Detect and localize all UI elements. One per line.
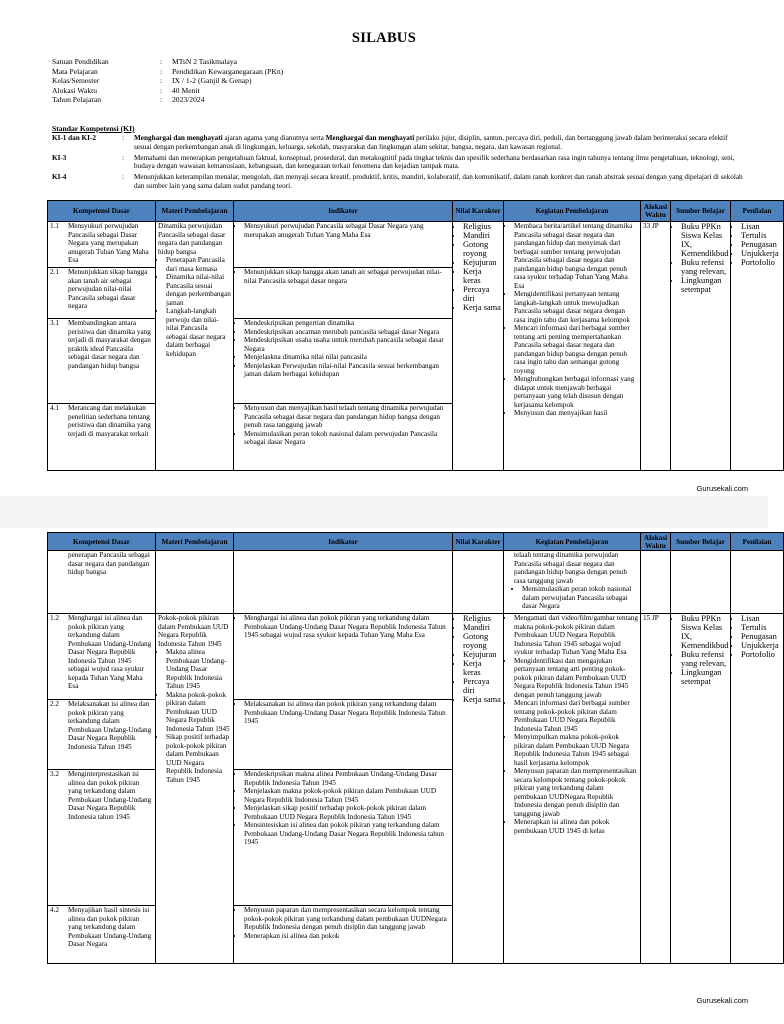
info-label: Alokasi Waktu: [52, 85, 98, 95]
table-row: [48, 222, 784, 268]
list-item: • Lisan: [741, 614, 781, 623]
list-item: • Menjelaskan makna pokok-pokok pikiran dalam Pembukaan UUD Negara Republik Indonesia Tahun 1945: [244, 787, 450, 804]
list-item: • Gotong royong: [463, 632, 501, 650]
materi-intro: Pokok-pokok pikiran dalam Pembukaan UUD Negara Republik Indonesia Tahun 1945: [158, 614, 229, 648]
indikator-cell: [234, 404, 453, 471]
nilai-karakter-cell: [453, 614, 504, 964]
ki-label: KI-1 dan KI-2: [52, 134, 96, 142]
indikator-cell: [234, 551, 453, 614]
list-item: • Portofolio: [741, 258, 781, 267]
col-header-sumber: Sumber Belajar: [671, 201, 731, 222]
info-label: Satuan Pendidikan: [52, 57, 109, 66]
col-header-kegiatan: Kegiatan Pembelajaran: [504, 533, 641, 551]
col-header-nilai: Nilai Karakter: [453, 201, 504, 222]
list-item: • Lisan: [741, 222, 781, 231]
page-footer: Gurusekali.com: [696, 484, 748, 493]
list-item: • Tertulis: [741, 623, 781, 632]
info-value: 40 Menit: [172, 85, 200, 95]
list-item: • Menunjukkan sikap bangga akan tanah air sebagai perwujudan nilai-nilai Pancasila sebagai dasar negara: [244, 268, 450, 285]
indikator-cell: [234, 700, 453, 770]
ki-colon: :: [122, 134, 124, 142]
list-item: • Makna pokok-pokok pikiran dalam Pembukaan UUD Negara Republik Indonesia Tahun 1945: [166, 691, 231, 734]
nilai-karakter-cell: [453, 551, 504, 614]
col-header-penilaian: Penilaian: [731, 201, 784, 222]
list-item: • Portofolio: [741, 650, 781, 659]
info-colon: :: [160, 66, 163, 76]
ki-colon: :: [122, 153, 124, 162]
col-header-alokasi: Alokasi Waktu: [641, 533, 671, 551]
list-item: • Lingkungan setempat: [681, 276, 728, 294]
info-label: Tahun Pelajaran: [52, 95, 102, 105]
identity-block: [52, 57, 283, 105]
ki-row: [52, 154, 744, 172]
alokasi-cell: 33 JP: [641, 222, 671, 471]
indikator-cell: [234, 614, 453, 700]
list-item: • Mendeskripsikan ancaman merubah pancasila sebagai dasar Negara: [244, 328, 450, 337]
indikator-cell: [234, 268, 453, 319]
materi-cell: [156, 551, 234, 614]
col-header-indikator: Indikator: [234, 201, 453, 222]
list-item: • Penugasan: [741, 632, 781, 641]
col-header-materi: Materi Pembelajaran: [156, 533, 234, 551]
nilai-karakter-cell: [453, 222, 504, 471]
sumber-cell: [671, 614, 731, 964]
kegiatan-cell: [504, 222, 641, 471]
info-colon: :: [160, 85, 163, 95]
table-header-row: [48, 201, 784, 222]
col-header-penilaian: Penilaian: [731, 533, 784, 551]
col-header-kegiatan: Kegiatan Pembelajaran: [504, 201, 641, 222]
info-row: [52, 76, 283, 86]
penilaian-cell: [731, 222, 784, 471]
ki-text: Menunjukkan keterampilan menalar, mengolah, dan menyaji secara kreatif, produktif, kritis, mandiri, kolaboratif, dan komunikatif, dalam ranah konkret dan ranah abstrak sesuai dengan yang dipelajari di sekolah dan sumber lain yang sama dalam sudut pandang teori.: [134, 173, 743, 190]
info-colon: :: [160, 95, 163, 105]
ki-block: [52, 134, 744, 193]
list-item: • Buku refensi yang relevan,: [681, 650, 728, 668]
list-item: • Menyusun dan menyajikan hasil: [514, 409, 638, 418]
info-colon: :: [160, 57, 163, 66]
info-colon: :: [160, 76, 163, 86]
list-item: • Buku PPKn Siswa Kelas IX, Kemendikbud: [681, 222, 728, 258]
kd-cell: 3.1 Membandingkan antara peristiwa dan dinamika yang terjadi di masyarakat dengan praktik ideal Pancasila sebagai dasar negara dan pandangan hidup bangsa: [48, 319, 156, 404]
list-item: • Menjelaskan Perwujudan nilai-nilai Pancasila sesuai berkembangan jaman dalam berbagai kehidupan: [244, 362, 450, 379]
list-item: • Menerapkan isi alinea dan pokok: [244, 932, 450, 941]
list-item: • Mendeskripsikan pengertian dinamika: [244, 319, 450, 328]
col-header-alokasi: Alokasi Waktu: [641, 201, 671, 222]
materi-list: [158, 648, 231, 784]
list-item: • Percaya diri: [463, 677, 501, 695]
list-item: • Menghubungkan berbagai informasi yang didapat untuk menjawab berbagai pertanyaan yang telah disusun dengan kerjasama kelompok: [514, 375, 638, 409]
list-item: • Makna alinea Pembukaan Undang-Undang Dasar Republik Indonesia Tahun 1945: [166, 648, 231, 691]
list-item: • Kerja keras: [463, 267, 501, 285]
list-item: • Menerapkan isi alinea dan pokok pembukaan UUD 1945 di kelas: [514, 818, 638, 835]
list-item: • Menghargai isi alinea dan pokok pikiran yang terkandung dalam Pembukaan Undang-Undang Dasar Negara Republik Indonesia Tahun 1945 sebagai wujud rasa syukur kepada Tuhan Yang Maha Esa: [244, 614, 450, 640]
kd-cell: 2.2 Melaksanakan isi alinea dan pokok pikiran yang terkandung dalam Pembukaan Undang-Undang Dasar Negara Republik Indonesia Tahun 1945: [48, 700, 156, 770]
list-item: • Mengamati dari video/film/gambar tentang makna pokok-pokok pikiran dalam Pembukaan UUD Negara Republik Indonesia Tahun 1945 sebagai wujud syukur terhadap Tuhan Yang Maha Esa: [514, 614, 638, 657]
col-header-nilai: Nilai Karakter: [453, 533, 504, 551]
list-item: • Mensimulasikan peran tokoh nasional dalam perwujudan Pancasila sebagai dasar Negara: [244, 430, 450, 447]
info-value: MTsN 2 Tasikmalaya: [172, 57, 238, 66]
ki-label: KI-4: [52, 173, 67, 182]
document-title: SILABUS: [351, 30, 417, 46]
ki-label: KI-3: [52, 153, 67, 162]
list-item: • Kerja keras: [463, 659, 501, 677]
list-item: • Percaya diri: [463, 285, 501, 303]
list-item: • Sikap positif terhadap pokok-pokok pikiran dalam Pembukaan UUD Negara Republik Indonesia Tahun 1945: [166, 733, 231, 784]
page-separator: [0, 496, 768, 528]
col-header-kd: Kompetensi Dasar: [48, 201, 156, 222]
list-item: • Mensyukuri perwujudan Pancasila sebagai Dasar Negara yang merupakan anugerah Tuhan Yang Maha Esa: [244, 222, 450, 239]
list-item: • Menyusun paparan dan mempresentasikan secara kelompok tentang pokok-pokok pikiran yang terkandung dalam pembukaan UUDNegara Republik Indonesia dengan penuh disiplin dan tanggung jawab: [514, 767, 638, 818]
info-row: [52, 67, 283, 77]
list-item: • Mandiri: [463, 623, 501, 632]
ki-text: Menghargai dan menghayati ajaran agama yang dianutnya serta Menghargai dan menghayati perilaku jujur, disiplin, santun, percaya diri, peduli, dan bertanggung jawab dalam berinteraksi secara efektif sesuai dengan perkembangan anak di lingkungan, keluarga, sekolah, masyarakat dan lingkungan alam sekitar, bangsa, negara, dan kawasan regional.: [134, 134, 728, 151]
kd-cell: 4.2 Menyajikan hasil sintesis isi alinea dan pokok pikiran yang terkandung dalam Pembukaan Undang-Undang Dasar Negara: [48, 906, 156, 964]
list-item: • Buku PPKn Siswa Kelas IX, Kemendikbud: [681, 614, 728, 650]
list-item: • Religius: [463, 222, 501, 231]
list-item: • Dinamika nilai-nilai Pancasila sesuai dengan perkembangan jaman: [166, 273, 231, 307]
list-item: • Menyimpulkan makna pokok-pokok pikiran dalam Pembukaan UUD Negara Republik Indonesia Tahun 1945 sebagai hasil kerjasama kelompok: [514, 733, 638, 767]
alokasi-cell: 15 JP: [641, 614, 671, 964]
sumber-cell: [671, 551, 731, 614]
list-item: • Mensintesiskan isi alinea dan pokok pikiran yang terkandung dalam Pembukaan Undang-Undang Dasar Negara Republik Indonesia tahun 1945: [244, 821, 450, 847]
list-item: • Mengidentifikasi pertanyaan tentang langkah-langkah untuk mewujudkan Pancasila sebagai dasar negara dengan rasa ingin tahu dan kerjasama kelompok: [514, 290, 638, 324]
list-item: • Menjelaskan sikap positif terhadap pokok-pokok pikiran dalam Pembukaan UUD Negara Republik Indonesia Tahun 1945: [244, 804, 450, 821]
table-row: [48, 551, 784, 614]
list-item: • Gotong royong: [463, 240, 501, 258]
list-item: • Kerja sama: [463, 695, 501, 704]
list-item: • Mendeskripsikan makna alinea Pembukaan Undang-Undang Dasar Republik Indonesia Tahun 1945: [244, 770, 450, 787]
col-header-sumber: Sumber Belajar: [671, 533, 731, 551]
table-row: [48, 614, 784, 700]
list-item: • Mengidentifikasi dan mengajukan pertanyaan tentang arti penting pokok-pokok pikiran dalam Pembukaan UUD Negara Republik Indonesia Tahun 1945 dengan penuh tanggung jawab: [514, 657, 638, 700]
kd-cell: 2.1 Menunjukkan sikap bangga akan tanah air sebagai perwujudan nilai-nilai Pancasila sebagai dasar negara: [48, 268, 156, 319]
list-item: • Mensimulasikan peran tokoh nasional dalam perwujudan Pancasila sebagai dasar Negara: [522, 585, 638, 611]
indikator-cell: [234, 770, 453, 906]
kd-cell: 1.1 Mensyukuri perwujudan Pancasila sebagai Dasar Negara yang merupakan anugerah Tuhan Yang Maha Esa: [48, 222, 156, 268]
list-item: • Menyusun paparan dan mempresentasikan secara kelompok tentang pokok-pokok pikiran yang terkandung dalam pembukaan UUDNegara Republik Indonesia dengan penuh disiplin dan tanggung jawab: [244, 906, 450, 932]
kegiatan-cell: [504, 614, 641, 964]
info-row: [52, 57, 283, 67]
ki-text: Memahami dan menerapkan pengetahuan faktual, konseptual, prosedural, dan metakognitif pada tingkat teknis dan spesifik sederhana berdasarkan rasa ingin tahunya tentang ilmu pengetahuan, teknologi, seni, budaya dengan wawasan kemanusiaan, kebangsaan, dan kenegaraan terkait fenomena dan kejadian tampak mata.: [134, 153, 735, 171]
list-item: • Kerja sama: [463, 303, 501, 312]
list-item: • Menjelaskna dinamika nilai nilai pancasila: [244, 353, 450, 362]
indikator-cell: [234, 222, 453, 268]
kd-cell: penerapan Pancasila sebagai dasar negara dan pandangan hidup bangsa: [48, 551, 156, 614]
list-item: • Mencari informasi dari berbagai sumber tentang arti penting mempertahankan Pancasila sebagai dasar negara dan pandangan hidup bangsa dengan penuh rasa ingin tahu dan semangat gotong royong: [514, 324, 638, 375]
list-item: telaah tentang dinamika perwujudan Pancasila sebagai dasar negara dan pandangan hidup bangsa dengan penuh rasa tanggung jawab: [514, 551, 627, 585]
kegiatan-cell: [504, 551, 641, 614]
syllabus-page-1: [0, 0, 779, 496]
info-label: Mata Pelajaran: [52, 66, 98, 76]
list-item: • Langkah-langkah perwuju dan nilai-nilai Pancasila sebagai dasar negara dalam berbagai kehidupan: [166, 307, 231, 358]
indikator-cell: [234, 319, 453, 404]
list-item: • Unjukkerja: [741, 641, 781, 650]
penilaian-cell: [731, 551, 784, 614]
table-header-row: [48, 533, 784, 551]
list-item: • Menyusun dan menyajikan hasil telaah tentang dinamika perwujudan Pancasila sebagai dasar negara dan pandangan hidup bangsa dengan penuh rasa tanggung jawab: [244, 404, 450, 430]
list-item: • Religius: [463, 614, 501, 623]
sumber-cell: [671, 222, 731, 471]
list-item: • Kejujuran: [463, 258, 501, 267]
materi-intro: Dinamika perwujudan Pancasila sebagai dasar negara dan pandangan hidup bangsa: [158, 222, 226, 256]
list-item: • Unjukkerja: [741, 249, 781, 258]
info-row: [52, 86, 283, 96]
col-header-kd: Kompetensi Dasar: [48, 533, 156, 551]
materi-cell: [156, 614, 234, 964]
ki-heading: Standar Kompetensi (KI): [52, 124, 135, 133]
alokasi-cell: [641, 551, 671, 614]
ki-row: [52, 173, 744, 191]
info-value: Pendidikan Kewarganegaraan (PKn): [172, 66, 284, 76]
list-item: • Lingkungan setempat: [681, 668, 728, 686]
penilaian-cell: [731, 614, 784, 964]
materi-list: [158, 256, 231, 358]
ki-colon: :: [122, 173, 124, 182]
list-item: • Tertulis: [741, 231, 781, 240]
materi-cell: [156, 222, 234, 471]
list-item: • Mandiri: [463, 231, 501, 240]
col-header-indikator: Indikator: [234, 533, 453, 551]
syllabus-page-2: [0, 528, 779, 1024]
info-row: [52, 95, 283, 105]
list-item: • Kejujuran: [463, 650, 501, 659]
list-item: • Penugasan: [741, 240, 781, 249]
list-item: • Membaca berita/artikel tentang dinamika Pancasila sebagai dasar negara dan pandangan hidup dan menyimak dari berbagai sumber tentang perwujudan Pancasila sebagai dasar negara dan pandangan hidup bangsa dengan penuh rasa syukur terhadap Tuhan Yang Maha Esa: [514, 222, 638, 290]
info-value: 2023/2024: [172, 95, 205, 105]
list-item: • Mendeskripsikan usaha usaha untuk merubah pancasila sebagai dasar Negara: [244, 336, 450, 353]
page-footer: Gurusekali.com: [696, 996, 748, 1005]
list-item: • Melaksanakan isi alinea dan pokok pikiran yang terkandung dalam Pembukaan Undang-Undang Dasar Negara Republik Indonesia Tahun 1945: [244, 700, 450, 726]
list-item: • Mencari informasi dari berbagai sumber tentang pokok-pokok pikiran dalam Pembukaan UUD Negara Republik Indonesia Tahun 1945: [514, 699, 638, 733]
kd-cell: 3.2 Menginterprestasikan isi alinea dan pokok pikiran yang terkandung dalam Pembukaan Undang-Undang Dasar Negara Republik Indonesia tahun 1945: [48, 770, 156, 906]
ki-row: [52, 134, 744, 152]
syllabus-table: [47, 200, 784, 471]
col-header-materi: Materi Pembelajaran: [156, 201, 234, 222]
list-item: • Penerapan Pancasila dari masa kemasa: [166, 256, 231, 273]
info-label: Kelas/Semester: [52, 76, 100, 86]
syllabus-table: [47, 532, 784, 964]
list-item: • Buku refensi yang relevan,: [681, 258, 728, 276]
kd-cell: 1.2 Menghargai isi alinea dan pokok pikiran yang terkandung dalam Pembukaan Undang-Undang Dasar Negara Republik Indonesia Tahun 1945 sebagai wujud rasa syukur kepada Tuhan Yang Maha Esa: [48, 614, 156, 700]
kd-cell: 4.1 Merancang dan melakukan penelitian sederhana tentang peristiwa dan dinamika yang terjadi di masyarakat terkait: [48, 404, 156, 471]
info-value: IX / 1-2 (Ganjil & Genap): [172, 76, 252, 86]
indikator-cell: [234, 906, 453, 964]
